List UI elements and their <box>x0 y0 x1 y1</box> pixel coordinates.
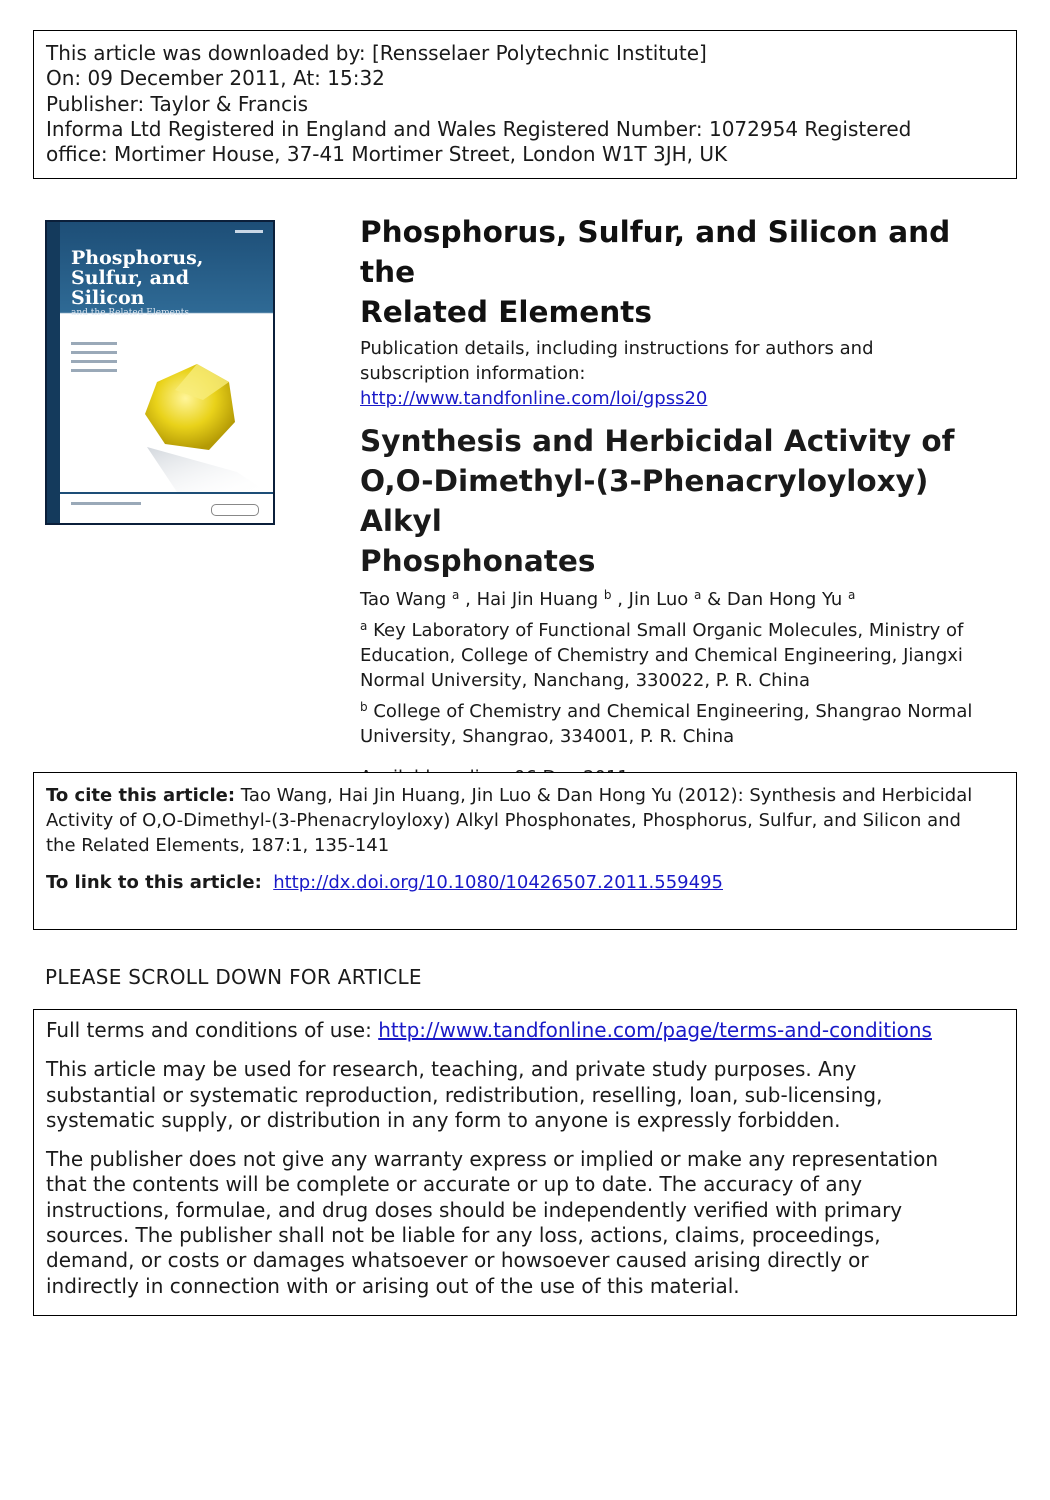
scroll-down-notice: PLEASE SCROLL DOWN FOR ARTICLE <box>45 965 422 989</box>
cover-title-line-2: Sulfur, and <box>71 267 190 289</box>
journal-title-line-2: Related Elements <box>360 295 652 329</box>
terms-line: indirectly in connection with or arising out of the use of this material. <box>46 1273 740 1298</box>
article-title <box>360 421 1010 581</box>
article-title-line-1: Synthesis and Herbicidal Activity of <box>360 424 955 458</box>
cover-spine <box>47 222 60 523</box>
author-affiliation-mark: a <box>848 588 856 602</box>
author-separator: & <box>707 589 727 610</box>
article-title-line-3: Phosphonates <box>360 544 596 578</box>
journal-cover-image <box>45 220 275 525</box>
publication-details <box>360 336 1010 411</box>
cite-text-line-3: the Related Elements, 187:1, 135-141 <box>46 835 390 856</box>
affiliation-line: University, Shangrao, 334001, P. R. China <box>360 726 735 747</box>
doi-link[interactable]: http://dx.doi.org/10.1080/10426507.2011.559495 <box>273 872 723 893</box>
sulfur-crystal-illustration <box>117 352 267 492</box>
author-affiliation-mark: a <box>452 588 460 602</box>
author-separator: , <box>465 589 477 610</box>
affiliation-line: College of Chemistry and Chemical Engineering, Shangrao Normal <box>373 701 973 722</box>
terms-line: that the contents will be complete or accurate or up to date. The accuracy of any <box>46 1172 863 1197</box>
author-list <box>360 587 1010 612</box>
affiliation-b <box>360 699 1010 749</box>
download-line-3: Publisher: Taylor & Francis <box>46 91 309 116</box>
terms-paragraph-2 <box>46 1147 1004 1299</box>
terms-line: sources. The publisher shall not be liable for any loss, actions, claims, proceedings, <box>46 1223 881 1248</box>
download-line-2: On: 09 December 2011, At: 15:32 <box>46 66 385 91</box>
download-line-5: office: Mortimer House, 37-41 Mortimer Street, London W1T 3JH, UK <box>46 142 728 167</box>
cover-title-line-1: Phosphorus, <box>71 247 204 269</box>
cover-editor-line <box>71 502 141 505</box>
affiliation-mark: a <box>360 619 368 633</box>
author-name: Dan Hong Yu <box>726 589 843 610</box>
download-line-1: This article was downloaded by: [Rensselaer Polytechnic Institute] <box>46 41 707 65</box>
journal-title <box>360 212 1010 332</box>
cover-subtitle: and the Related Elements <box>71 308 189 318</box>
pub-details-line-2: subscription information: <box>360 363 586 384</box>
author-name: Jin Luo <box>628 589 689 610</box>
cite-label: To cite this article: <box>46 785 236 806</box>
terms-line: The publisher does not give any warranty express or implied or make any representation <box>46 1147 939 1172</box>
download-info-box <box>33 30 1017 179</box>
author-affiliation-mark: b <box>603 588 612 602</box>
author-separator: , <box>617 589 629 610</box>
terms-line: instructions, formulae, and drug doses should be independently verified with primary <box>46 1197 903 1222</box>
article-header <box>360 212 1010 790</box>
link-label: To link to this article: <box>46 872 262 893</box>
affiliation-line: Education, College of Chemistry and Chemical Engineering, Jiangxi <box>360 645 963 666</box>
cover-contents-lines <box>71 342 117 378</box>
affiliation-line: Normal University, Nanchang, 330022, P. R. China <box>360 670 810 691</box>
cover-title <box>71 248 203 308</box>
journal-url-link[interactable]: http://www.tandfonline.com/loi/gpss20 <box>360 388 708 409</box>
terms-label: Full terms and conditions of use: <box>46 1018 372 1042</box>
terms-paragraph-1 <box>46 1057 1004 1133</box>
cite-text-line-2: Activity of O,O-Dimethyl-(3-Phenacryloyloxy) Alkyl Phosphonates, Phosphorus, Sulfur, and Silicon and <box>46 810 961 831</box>
citation-box <box>33 772 1017 930</box>
affiliation-line: Key Laboratory of Functional Small Organic Molecules, Ministry of <box>373 620 964 641</box>
terms-line: substantial or systematic reproduction, redistribution, reselling, loan, sub-licensing, <box>46 1082 883 1107</box>
affiliation-a <box>360 618 1010 693</box>
cover-publisher-logo <box>211 504 259 516</box>
journal-title-line-1: Phosphorus, Sulfur, and Silicon and the <box>360 215 951 289</box>
affiliation-mark: b <box>360 700 368 714</box>
author-name: Hai Jin Huang <box>476 589 599 610</box>
terms-link[interactable]: http://www.tandfonline.com/page/terms-and-conditions <box>378 1018 932 1042</box>
pub-details-line-1: Publication details, including instructions for authors and <box>360 338 874 359</box>
cite-text-line-1: Tao Wang, Hai Jin Huang, Jin Luo & Dan Hong Yu (2012): Synthesis and Herbicidal <box>240 785 973 806</box>
article-title-line-2: O,O-Dimethyl-(3-Phenacryloyloxy) Alkyl <box>360 464 929 538</box>
download-line-4: Informa Ltd Registered in England and Wales Registered Number: 1072954 Registered <box>46 116 912 141</box>
author-name: Tao Wang <box>360 589 447 610</box>
terms-line: demand, or costs or damages whatsoever or howsoever caused arising directly or <box>46 1248 869 1273</box>
terms-line: This article may be used for research, teaching, and private study purposes. Any <box>46 1057 857 1082</box>
cover-issn-line <box>235 230 263 233</box>
terms-box <box>33 1009 1017 1316</box>
terms-line: systematic supply, or distribution in any form to anyone is expressly forbidden. <box>46 1107 841 1132</box>
cover-divider <box>60 492 273 494</box>
author-affiliation-mark: a <box>693 588 702 602</box>
cover-title-line-3: Silicon <box>71 287 145 309</box>
